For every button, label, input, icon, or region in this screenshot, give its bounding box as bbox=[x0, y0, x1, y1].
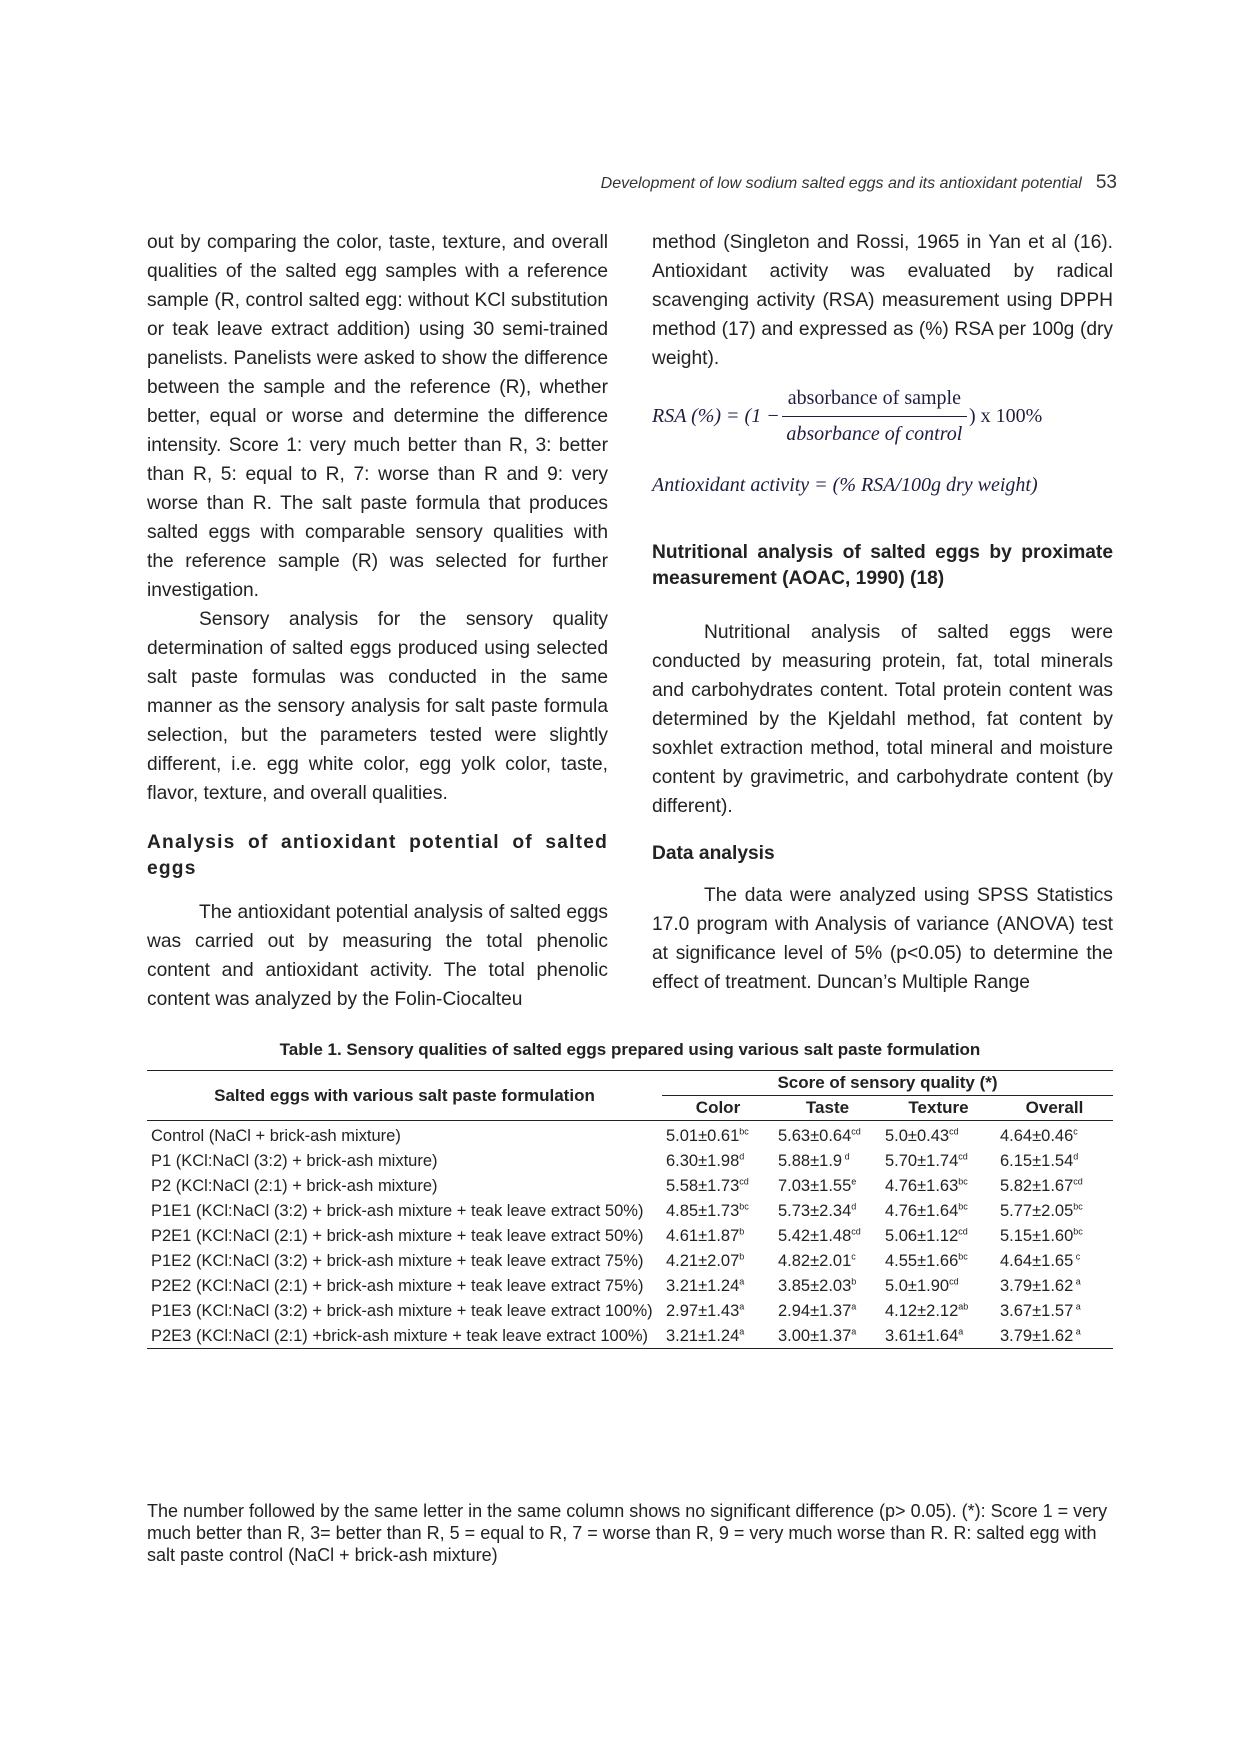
heading-antioxidant-analysis: Analysis of antioxidant potential of salted eggs bbox=[147, 832, 608, 879]
table-footnote: The number followed by the same letter in the same column shows no significant difference (p> 0.05). (*): Score 1 = very much better than R, 3= better than R, 5 = equal to R, 7 = worse than R, 9 = very much worse than R. R: salted egg with salt paste control (NaCl + brick-ash mixture) bbox=[147, 1501, 1108, 1565]
color-significance-letter: a bbox=[739, 1326, 745, 1337]
table-row bbox=[147, 1148, 1113, 1173]
formulation-cell: Control (NaCl + brick-ash mixture) bbox=[151, 1127, 401, 1145]
left-column bbox=[147, 228, 608, 1014]
taste-significance-letter: a bbox=[851, 1301, 857, 1312]
overall-value: 5.82±1.67 bbox=[1000, 1177, 1074, 1195]
overall-significance-letter: bc bbox=[1073, 1226, 1083, 1237]
texture-significance-letter: bc bbox=[958, 1251, 968, 1262]
taste-value: 3.85±2.03 bbox=[778, 1277, 852, 1295]
header-overall: Overall bbox=[996, 1096, 1113, 1121]
formulation-cell: P2E1 (KCl:NaCl (2:1) + brick-ash mixture + teak leave extract 50%) bbox=[151, 1227, 644, 1245]
texture-cell bbox=[881, 1148, 996, 1173]
color-value: 3.21±1.24 bbox=[666, 1327, 740, 1345]
rsa-equation-lhs: RSA (%) = (1 − bbox=[652, 404, 780, 427]
left-paragraph-3: The antioxidant potential analysis of salted eggs was carried out by measuring the total phenolic content and antioxidant activity. The total phenolic content was analyzed by the Folin-Ciocalteu bbox=[147, 902, 608, 1010]
right-column bbox=[652, 228, 1113, 997]
overall-value: 3.79±1.62 bbox=[1000, 1327, 1074, 1345]
table-row bbox=[147, 1121, 1113, 1149]
sensory-table bbox=[147, 1070, 1113, 1349]
right-paragraph-3: The data were analyzed using SPSS Statistics 17.0 program with Analysis of variance (ANOVA) test at significance level of 5% (p<0.05) to determine the effect of treatment. Duncan’s Multiple Range bbox=[652, 885, 1113, 993]
taste-cell bbox=[774, 1148, 881, 1173]
texture-cell bbox=[881, 1323, 996, 1349]
formulation-cell: P1E2 (KCl:NaCl (3:2) + brick-ash mixture + teak leave extract 75%) bbox=[151, 1252, 644, 1270]
table-caption: Table 1. Sensory qualities of salted eggs prepared using various salt paste formulation bbox=[279, 1040, 981, 1059]
taste-cell bbox=[774, 1121, 881, 1149]
overall-cell bbox=[996, 1298, 1113, 1323]
formulation-cell: P2E2 (KCl:NaCl (2:1) + brick-ash mixture + teak leave extract 75%) bbox=[151, 1277, 644, 1295]
page-number: 53 bbox=[1095, 172, 1117, 193]
overall-cell bbox=[996, 1223, 1113, 1248]
table-body bbox=[147, 1121, 1113, 1349]
header-color: Color bbox=[662, 1096, 774, 1121]
texture-cell bbox=[881, 1248, 996, 1273]
taste-significance-letter: e bbox=[851, 1176, 857, 1187]
overall-significance-letter: c bbox=[1073, 1251, 1081, 1262]
color-value: 5.58±1.73 bbox=[666, 1177, 740, 1195]
overall-cell bbox=[996, 1198, 1113, 1223]
texture-significance-letter: a bbox=[958, 1326, 964, 1337]
texture-value: 5.70±1.74 bbox=[885, 1152, 959, 1170]
table-row bbox=[147, 1323, 1113, 1349]
texture-significance-letter: cd bbox=[958, 1151, 968, 1162]
taste-value: 3.00±1.37 bbox=[778, 1327, 852, 1345]
header-texture: Texture bbox=[881, 1096, 996, 1121]
taste-value: 4.82±2.01 bbox=[778, 1252, 852, 1270]
table-row bbox=[147, 1298, 1113, 1323]
taste-significance-letter: d bbox=[851, 1201, 857, 1212]
left-paragraph-2: Sensory analysis for the sensory quality determination of salted eggs produced using selected salt paste formulas was conducted in the same manner as the sensory analysis for salt paste formula selection, but the parameters tested were slightly different, i.e. egg white color, egg yolk color, taste, flavor, texture, and overall qualities. bbox=[147, 609, 608, 804]
texture-cell bbox=[881, 1298, 996, 1323]
running-head-title: Development of low sodium salted eggs and its antioxidant potential bbox=[600, 175, 1082, 192]
overall-cell bbox=[996, 1148, 1113, 1173]
color-significance-letter: bc bbox=[739, 1201, 749, 1212]
color-value: 2.97±1.43 bbox=[666, 1302, 740, 1320]
taste-significance-letter: d bbox=[842, 1151, 850, 1162]
taste-value: 5.88±1.9 bbox=[778, 1152, 843, 1170]
texture-cell bbox=[881, 1273, 996, 1298]
color-cell bbox=[662, 1273, 774, 1298]
color-value: 4.61±1.87 bbox=[666, 1227, 740, 1245]
overall-value: 5.77±2.05 bbox=[1000, 1202, 1074, 1220]
taste-value: 5.63±0.64 bbox=[778, 1127, 852, 1145]
overall-value: 3.79±1.62 bbox=[1000, 1277, 1074, 1295]
overall-cell bbox=[996, 1121, 1113, 1149]
color-cell bbox=[662, 1248, 774, 1273]
taste-cell bbox=[774, 1273, 881, 1298]
overall-cell bbox=[996, 1273, 1113, 1298]
texture-cell bbox=[881, 1121, 996, 1149]
color-value: 4.21±2.07 bbox=[666, 1252, 740, 1270]
table-row bbox=[147, 1248, 1113, 1273]
color-cell bbox=[662, 1323, 774, 1349]
texture-significance-letter: cd bbox=[949, 1126, 959, 1137]
taste-cell bbox=[774, 1198, 881, 1223]
header-formulation: Salted eggs with various salt paste formulation bbox=[147, 1071, 662, 1121]
texture-value: 5.06±1.12 bbox=[885, 1227, 959, 1245]
texture-value: 4.76±1.63 bbox=[885, 1177, 959, 1195]
overall-value: 4.64±1.65 bbox=[1000, 1252, 1074, 1270]
taste-value: 5.42±1.48 bbox=[778, 1227, 852, 1245]
taste-cell bbox=[774, 1248, 881, 1273]
rsa-fraction-numerator: absorbance of sample bbox=[782, 384, 967, 417]
table-row bbox=[147, 1198, 1113, 1223]
texture-significance-letter: cd bbox=[958, 1226, 968, 1237]
left-paragraph-1: out by comparing the color, taste, texture, and overall qualities of the salted egg samples with a reference sample (R, control salted egg: without KCl substitution or teak leave extract addition) using 30 semi-trained panelists. Panelists were asked to show the difference between the sample and the reference (R), whether better, equal or worse and determine the difference intensity. Score 1: very much better than R, 3: better than R, 5: equal to R, 7: worse than R and 9: very worse than R. The salt paste formula that produces salted eggs with comparable sensory qualities with the reference sample (R) was selected for further investigation. bbox=[147, 232, 608, 601]
color-cell bbox=[662, 1223, 774, 1248]
heading-nutritional-analysis: Nutritional analysis of salted eggs by proximate measurement (AOAC, 1990) (18) bbox=[652, 542, 1113, 589]
overall-value: 6.15±1.54 bbox=[1000, 1152, 1074, 1170]
color-cell bbox=[662, 1148, 774, 1173]
taste-value: 2.94±1.37 bbox=[778, 1302, 852, 1320]
running-head bbox=[601, 172, 1117, 194]
color-significance-letter: b bbox=[739, 1251, 745, 1262]
rsa-fraction bbox=[782, 384, 967, 449]
taste-cell bbox=[774, 1173, 881, 1198]
overall-significance-letter: cd bbox=[1073, 1176, 1083, 1187]
taste-significance-letter: b bbox=[851, 1276, 857, 1287]
texture-value: 4.55±1.66 bbox=[885, 1252, 959, 1270]
overall-significance-letter: c bbox=[1073, 1126, 1078, 1137]
rsa-equation bbox=[652, 381, 1113, 500]
texture-value: 4.12±2.12 bbox=[885, 1302, 959, 1320]
overall-value: 4.64±0.46 bbox=[1000, 1127, 1074, 1145]
overall-significance-letter: a bbox=[1073, 1326, 1081, 1337]
taste-value: 5.73±2.34 bbox=[778, 1202, 852, 1220]
color-value: 4.85±1.73 bbox=[666, 1202, 740, 1220]
texture-cell bbox=[881, 1173, 996, 1198]
overall-cell bbox=[996, 1173, 1113, 1198]
table-row bbox=[147, 1273, 1113, 1298]
texture-value: 5.0±1.90 bbox=[885, 1277, 950, 1295]
formulation-cell: P2 (KCl:NaCl (2:1) + brick-ash mixture) bbox=[151, 1177, 438, 1195]
overall-cell bbox=[996, 1323, 1113, 1349]
antioxidant-activity-equation: Antioxidant activity = (% RSA/100g dry weight) bbox=[652, 474, 1038, 496]
color-cell bbox=[662, 1298, 774, 1323]
texture-value: 5.0±0.43 bbox=[885, 1127, 950, 1145]
color-significance-letter: bc bbox=[739, 1126, 749, 1137]
color-significance-letter: cd bbox=[739, 1176, 749, 1187]
overall-significance-letter: a bbox=[1073, 1276, 1081, 1287]
color-value: 6.30±1.98 bbox=[666, 1152, 740, 1170]
color-significance-letter: d bbox=[739, 1151, 745, 1162]
color-significance-letter: b bbox=[739, 1226, 745, 1237]
overall-cell bbox=[996, 1248, 1113, 1273]
taste-significance-letter: cd bbox=[851, 1126, 861, 1137]
right-paragraph-2: Nutritional analysis of salted eggs were conducted by measuring protein, fat, total minerals and carbohydrates content. Total protein content was determined by the Kjeldahl method, fat content by soxhlet extraction method, total mineral and moisture content by gravimetric, and carbohydrate content (by different). bbox=[652, 622, 1113, 817]
taste-significance-letter: a bbox=[851, 1326, 857, 1337]
color-value: 5.01±0.61 bbox=[666, 1127, 740, 1145]
overall-value: 3.67±1.57 bbox=[1000, 1302, 1074, 1320]
formulation-cell: P2E3 (KCl:NaCl (2:1) +brick-ash mixture + teak leave extract 100%) bbox=[147, 1323, 662, 1349]
texture-value: 3.61±1.64 bbox=[885, 1327, 959, 1345]
overall-value: 5.15±1.60 bbox=[1000, 1227, 1074, 1245]
rsa-fraction-denominator: absorbance of control bbox=[786, 422, 963, 445]
texture-cell bbox=[881, 1198, 996, 1223]
texture-significance-letter: ab bbox=[958, 1301, 969, 1312]
taste-cell bbox=[774, 1223, 881, 1248]
taste-significance-letter: cd bbox=[851, 1226, 861, 1237]
right-paragraph-1: method (Singleton and Rossi, 1965 in Yan et al (16). Antioxidant activity was evaluated by radical scavenging activity (RSA) measurement using DPPH method (17) and expressed as (%) RSA per 100g (dry weight). bbox=[652, 232, 1113, 369]
formulation-cell: P1 (KCl:NaCl (3:2) + brick-ash mixture) bbox=[151, 1152, 438, 1170]
formulation-cell: P1E3 (KCl:NaCl (3:2) + brick-ash mixture + teak leave extract 100%) bbox=[151, 1302, 653, 1320]
overall-significance-letter: bc bbox=[1073, 1201, 1083, 1212]
color-value: 3.21±1.24 bbox=[666, 1277, 740, 1295]
header-taste: Taste bbox=[774, 1096, 881, 1121]
taste-value: 7.03±1.55 bbox=[778, 1177, 852, 1195]
texture-cell bbox=[881, 1223, 996, 1248]
color-cell bbox=[662, 1121, 774, 1149]
taste-cell bbox=[774, 1323, 881, 1349]
color-significance-letter: a bbox=[739, 1276, 745, 1287]
texture-value: 4.76±1.64 bbox=[885, 1202, 959, 1220]
taste-cell bbox=[774, 1298, 881, 1323]
texture-significance-letter: cd bbox=[949, 1276, 959, 1287]
header-score-group: Score of sensory quality (*) bbox=[662, 1071, 1113, 1096]
rsa-equation-rhs: ) x 100% bbox=[968, 404, 1043, 427]
color-cell bbox=[662, 1198, 774, 1223]
overall-significance-letter: d bbox=[1073, 1151, 1079, 1162]
texture-significance-letter: bc bbox=[958, 1201, 968, 1212]
table-row bbox=[147, 1173, 1113, 1198]
table-row bbox=[147, 1223, 1113, 1248]
formulation-cell: P1E1 (KCl:NaCl (3:2) + brick-ash mixture + teak leave extract 50%) bbox=[151, 1202, 644, 1220]
color-significance-letter: a bbox=[739, 1301, 745, 1312]
texture-significance-letter: bc bbox=[958, 1176, 968, 1187]
heading-data-analysis: Data analysis bbox=[652, 843, 775, 864]
color-cell bbox=[662, 1173, 774, 1198]
overall-significance-letter: a bbox=[1073, 1301, 1081, 1312]
taste-significance-letter: c bbox=[851, 1251, 856, 1262]
